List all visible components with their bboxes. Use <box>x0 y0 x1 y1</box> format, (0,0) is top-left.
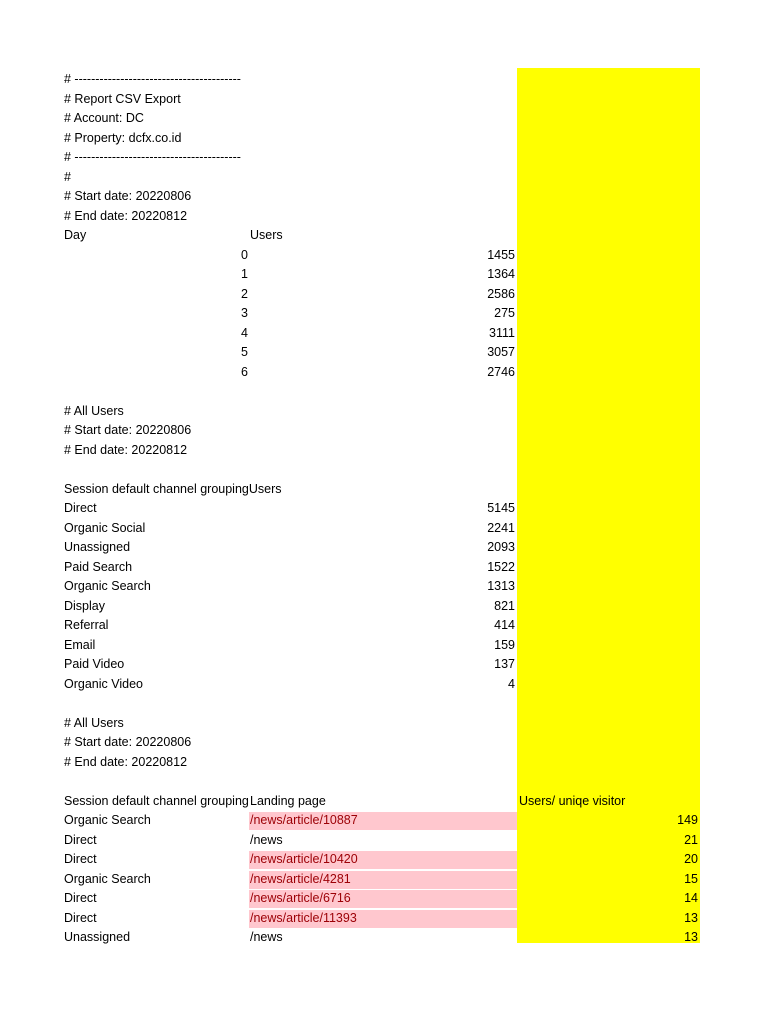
day-cell[interactable]: 5 <box>241 345 248 359</box>
visitors-cell[interactable]: 149 <box>677 813 698 827</box>
day-cell[interactable]: 1 <box>241 267 248 281</box>
sheet-row <box>0 148 768 168</box>
table-row <box>0 363 768 383</box>
day-cell[interactable]: 3 <box>241 306 248 320</box>
table-row <box>0 811 768 831</box>
empty-row <box>0 694 768 714</box>
day-cell[interactable]: 6 <box>241 364 248 379</box>
table-header-row <box>0 480 768 500</box>
landing-page-cell[interactable]: /news/article/11393 <box>250 910 357 925</box>
day-cell[interactable]: 4 <box>241 325 248 340</box>
sheet-row <box>0 714 768 734</box>
end-date[interactable]: # End date: 20220812 <box>64 442 188 457</box>
users-cell[interactable]: 414 <box>494 618 515 632</box>
channel-cell[interactable]: Unassigned <box>64 540 131 554</box>
channel-cell[interactable]: Display <box>64 598 105 613</box>
table-row <box>0 519 768 539</box>
table-row <box>0 499 768 519</box>
sheet-row <box>0 753 768 773</box>
users-cell[interactable]: 3111 <box>489 325 515 340</box>
users-cell[interactable]: 1522 <box>487 559 515 574</box>
channel-cell[interactable]: Organic Search <box>64 813 151 827</box>
channel-cell[interactable]: Direct <box>64 852 97 866</box>
visitors-cell[interactable]: 20 <box>684 852 698 866</box>
users-cell[interactable]: 2586 <box>487 286 515 301</box>
channel-cell[interactable]: Email <box>64 637 96 652</box>
landing-page-cell[interactable]: /news <box>250 832 283 847</box>
channel-cell[interactable]: Organic Video <box>64 676 143 691</box>
channel-cell[interactable]: Direct <box>64 891 97 905</box>
landing-page-cell[interactable]: /news/article/6716 <box>250 891 351 905</box>
property-line[interactable]: # Property: dcfx.co.id <box>64 130 182 145</box>
users-cell[interactable]: 275 <box>494 306 515 320</box>
segment-line[interactable]: # All Users <box>64 715 124 730</box>
channel-cell[interactable]: Organic Social <box>64 520 146 535</box>
table-row <box>0 655 768 675</box>
table-row <box>0 675 768 695</box>
users-cell[interactable]: 1455 <box>487 247 515 262</box>
users-cell[interactable]: 4 <box>508 676 515 691</box>
account-line[interactable]: # Account: DC <box>64 111 144 125</box>
users-header[interactable]: Users <box>250 228 283 242</box>
landing-page-cell[interactable]: /news/article/10420 <box>250 852 358 866</box>
visitors-cell[interactable]: 13 <box>684 930 698 944</box>
landing-page-header[interactable]: Landing page <box>250 793 326 808</box>
visitors-cell[interactable]: 13 <box>684 910 698 925</box>
users-cell[interactable]: 3057 <box>487 345 515 359</box>
unique-visitor-header[interactable]: Users/ uniqe visitor <box>519 793 626 808</box>
channel-cell[interactable]: Organic Search <box>64 871 151 886</box>
table-row <box>0 616 768 636</box>
users-cell[interactable]: 2093 <box>487 540 515 554</box>
table-row <box>0 304 768 324</box>
table-row <box>0 265 768 285</box>
landing-page-cell[interactable]: /news/article/4281 <box>250 871 351 886</box>
table-row <box>0 831 768 851</box>
sheet-row <box>0 129 768 149</box>
channel-cell[interactable]: Paid Search <box>64 559 133 574</box>
sheet-row <box>0 168 768 188</box>
table-row <box>0 870 768 890</box>
sheet-row <box>0 402 768 422</box>
channel-grouping-header[interactable]: Session default channel grouping <box>64 793 249 808</box>
channel-cell[interactable]: Paid Video <box>64 657 125 671</box>
table-row <box>0 285 768 305</box>
day-cell[interactable]: 0 <box>241 247 248 262</box>
visitors-cell[interactable]: 14 <box>684 891 698 905</box>
end-date[interactable]: # End date: 20220812 <box>64 208 188 223</box>
table-row <box>0 889 768 909</box>
empty-row <box>0 460 768 480</box>
landing-page-cell[interactable]: /news/article/10887 <box>250 813 358 827</box>
comment-line[interactable]: # ---------------------------------------- <box>64 150 241 164</box>
users-cell[interactable]: 821 <box>494 598 515 613</box>
users-cell[interactable]: 1364 <box>487 267 515 281</box>
table-row <box>0 928 768 948</box>
channel-cell[interactable]: Unassigned <box>64 930 131 944</box>
table-row <box>0 909 768 929</box>
sheet-row <box>0 421 768 441</box>
comment-line[interactable]: # <box>64 169 71 184</box>
visitors-cell[interactable]: 15 <box>684 871 698 886</box>
users-cell[interactable]: 159 <box>494 637 515 652</box>
table-header-row <box>0 226 768 246</box>
table-row <box>0 538 768 558</box>
start-date[interactable]: # Start date: 20220806 <box>64 735 192 749</box>
users-cell[interactable]: 137 <box>494 657 515 671</box>
day-cell[interactable]: 2 <box>241 286 248 301</box>
table-row <box>0 636 768 656</box>
users-cell[interactable]: 2241 <box>487 520 515 535</box>
channel-cell[interactable]: Direct <box>64 910 97 925</box>
start-date[interactable]: # Start date: 20220806 <box>64 189 192 203</box>
channel-users-header[interactable]: Session default channel groupingUsers <box>64 481 282 496</box>
report-title[interactable]: # Report CSV Export <box>64 91 181 106</box>
table-header-row <box>0 792 768 812</box>
day-header[interactable]: Day <box>64 228 87 242</box>
landing-page-cell[interactable]: /news <box>250 930 283 944</box>
sheet-row <box>0 441 768 461</box>
comment-line[interactable]: # ---------------------------------------- <box>64 72 241 86</box>
table-row <box>0 558 768 578</box>
sheet-row <box>0 187 768 207</box>
channel-cell[interactable]: Direct <box>64 832 97 847</box>
start-date[interactable]: # Start date: 20220806 <box>64 423 192 437</box>
channel-cell[interactable]: Direct <box>64 501 97 515</box>
segment-line[interactable]: # All Users <box>64 403 124 418</box>
sheet-row <box>0 70 768 90</box>
table-row <box>0 577 768 597</box>
table-row <box>0 324 768 344</box>
table-row <box>0 343 768 363</box>
sheet-row <box>0 109 768 129</box>
empty-row <box>0 772 768 792</box>
empty-row <box>0 382 768 402</box>
end-date[interactable]: # End date: 20220812 <box>64 754 188 769</box>
visitors-cell[interactable]: 21 <box>684 832 698 847</box>
users-cell[interactable]: 5145 <box>487 501 515 515</box>
table-row <box>0 597 768 617</box>
sheet-row <box>0 207 768 227</box>
spreadsheet <box>0 70 768 948</box>
channel-cell[interactable]: Referral <box>64 618 109 632</box>
sheet-row <box>0 90 768 110</box>
channel-cell[interactable]: Organic Search <box>64 579 151 593</box>
users-cell[interactable]: 1313 <box>487 579 515 593</box>
table-row <box>0 246 768 266</box>
sheet-row <box>0 733 768 753</box>
table-row <box>0 850 768 870</box>
users-cell[interactable]: 2746 <box>487 364 515 379</box>
